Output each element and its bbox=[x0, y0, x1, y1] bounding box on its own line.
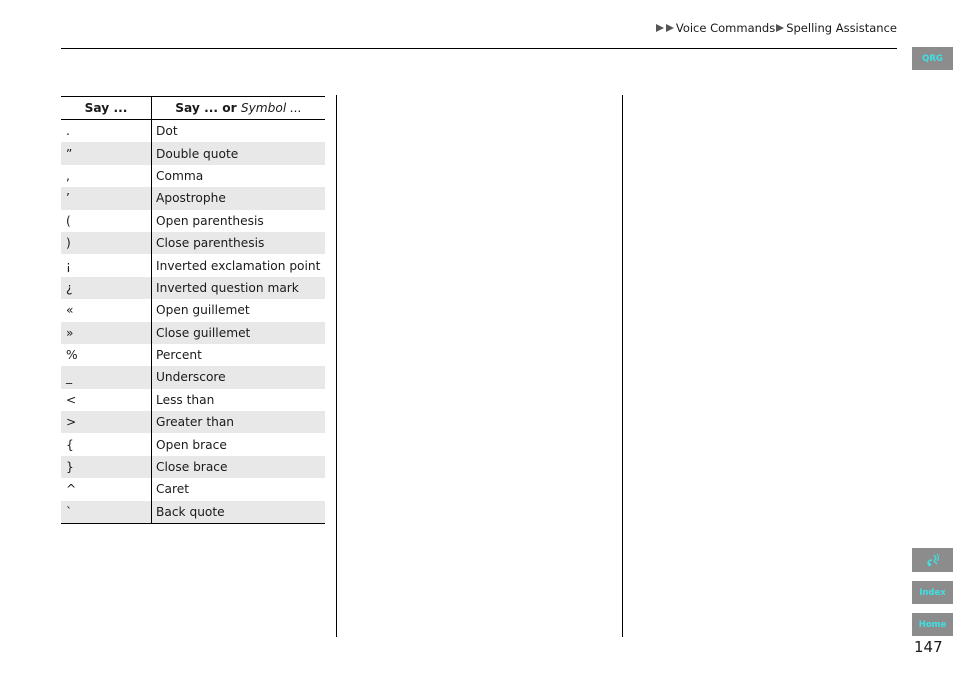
say-cell: Less than bbox=[156, 392, 215, 407]
table-row bbox=[61, 322, 325, 344]
table-row bbox=[61, 478, 325, 500]
symbol-cell: ( bbox=[61, 210, 152, 232]
symbol-cell: ) bbox=[61, 232, 152, 254]
symbol-cell: ^ bbox=[61, 478, 152, 500]
header-divider bbox=[61, 48, 897, 49]
symbol-cell: _ bbox=[61, 366, 152, 388]
symbol-cell: « bbox=[61, 299, 152, 321]
table-row bbox=[61, 254, 325, 276]
breadcrumb-page: Spelling Assistance bbox=[786, 21, 897, 35]
table-row bbox=[61, 433, 325, 455]
index-tab[interactable] bbox=[912, 581, 953, 604]
table-row bbox=[61, 277, 325, 299]
table-row bbox=[61, 411, 325, 433]
qrg-tab-label: QRG bbox=[922, 53, 943, 64]
breadcrumb-arrow-icon bbox=[776, 24, 784, 32]
table-row bbox=[61, 210, 325, 232]
say-cell: Close brace bbox=[152, 456, 326, 478]
say-cell: Caret bbox=[156, 482, 189, 497]
table-header-row bbox=[61, 97, 325, 120]
breadcrumb bbox=[656, 21, 897, 35]
page-number: 147 bbox=[914, 638, 943, 656]
say-cell: Open brace bbox=[156, 437, 227, 452]
say-cell: Double quote bbox=[152, 142, 326, 164]
say-cell: Open parenthesis bbox=[156, 213, 264, 228]
symbol-cell: ¡ bbox=[61, 254, 152, 276]
symbol-cell: ’ bbox=[61, 187, 152, 209]
say-cell: Back quote bbox=[152, 501, 326, 524]
breadcrumb-arrow-icon bbox=[656, 24, 664, 32]
column-divider bbox=[336, 95, 337, 637]
symbol-cell: » bbox=[61, 322, 152, 344]
symbol-cell: { bbox=[61, 433, 152, 455]
table-row bbox=[61, 232, 325, 254]
table-row bbox=[61, 366, 325, 388]
table-row bbox=[61, 120, 325, 143]
symbol-cell: > bbox=[61, 411, 152, 433]
say-cell: Comma bbox=[156, 168, 204, 183]
symbol-cell: ¿ bbox=[61, 277, 152, 299]
table-row bbox=[61, 299, 325, 321]
home-tab-label: Home bbox=[918, 619, 947, 630]
breadcrumb-arrow-icon bbox=[666, 24, 674, 32]
symbol-cell: < bbox=[61, 389, 152, 411]
symbol-cell: , bbox=[61, 165, 152, 187]
index-tab-label: Index bbox=[919, 587, 946, 598]
header-say-or-symbol bbox=[152, 97, 326, 120]
header-say: Say ... bbox=[61, 97, 152, 120]
table-body bbox=[61, 120, 325, 524]
say-cell: Close parenthesis bbox=[152, 232, 326, 254]
symbol-cell: } bbox=[61, 456, 152, 478]
say-cell: Dot bbox=[156, 124, 178, 139]
home-tab[interactable] bbox=[912, 613, 953, 636]
say-cell: Apostrophe bbox=[152, 187, 326, 209]
voice-command-tab[interactable] bbox=[912, 548, 953, 572]
say-cell: Underscore bbox=[152, 366, 326, 388]
column-divider bbox=[622, 95, 623, 637]
say-cell: Percent bbox=[156, 348, 202, 363]
table-row bbox=[61, 187, 325, 209]
symbol-cell: % bbox=[61, 344, 152, 366]
table-row bbox=[61, 142, 325, 164]
header-say-or-label: Say ... or bbox=[175, 101, 241, 115]
say-cell: Open guillemet bbox=[156, 303, 250, 318]
voice-command-icon bbox=[925, 552, 941, 568]
say-cell: Close guillemet bbox=[152, 322, 326, 344]
header-symbol-label: Symbol ... bbox=[240, 101, 302, 115]
table-row bbox=[61, 456, 325, 478]
say-cell: Inverted question mark bbox=[152, 277, 326, 299]
symbol-table bbox=[61, 96, 325, 524]
qrg-tab[interactable] bbox=[912, 47, 953, 70]
table-row bbox=[61, 344, 325, 366]
symbol-cell: ” bbox=[61, 142, 152, 164]
say-cell: Inverted exclamation point bbox=[156, 258, 321, 273]
table-row bbox=[61, 165, 325, 187]
breadcrumb-section[interactable]: Voice Commands bbox=[675, 21, 776, 35]
symbol-cell: ` bbox=[61, 501, 152, 524]
table-row bbox=[61, 501, 325, 524]
say-cell: Greater than bbox=[152, 411, 326, 433]
table-row bbox=[61, 389, 325, 411]
symbol-cell: . bbox=[61, 120, 152, 143]
